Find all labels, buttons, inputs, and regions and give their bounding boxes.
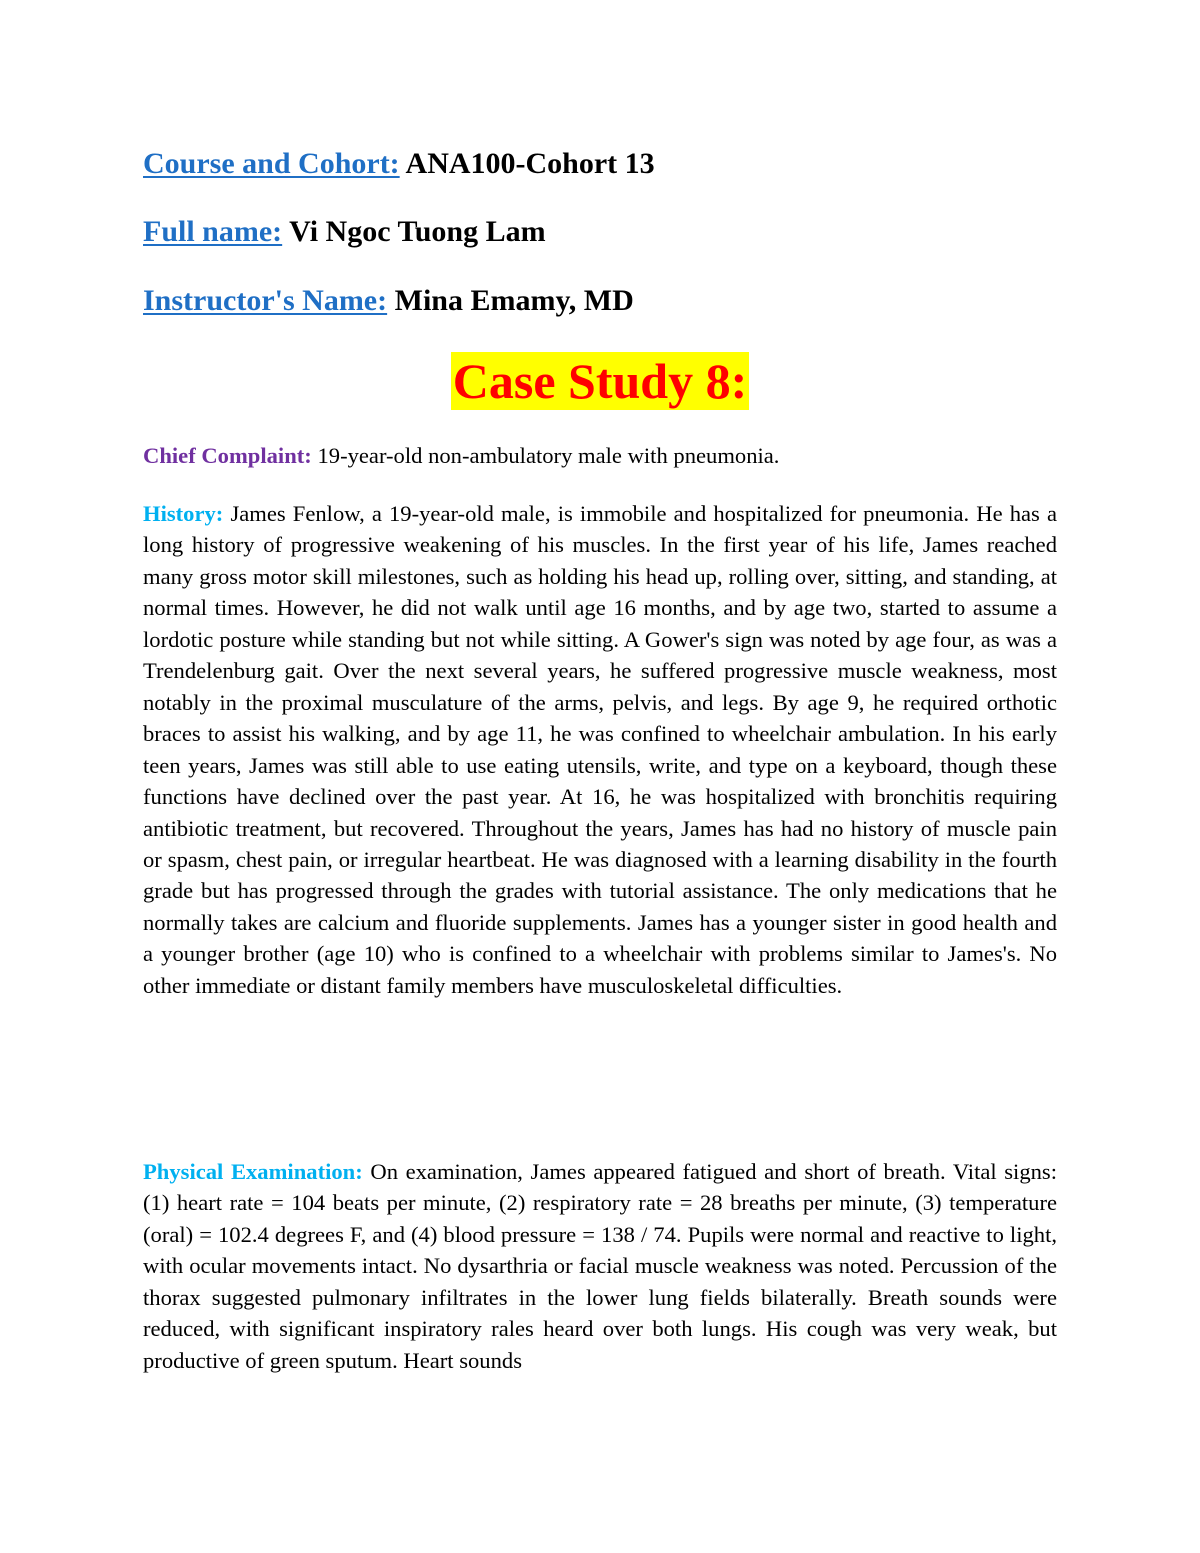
history-text: James Fenlow, a 19-year-old male, is immobile and hospitalized for pneumonia. He has a long history of progressive weakening of his muscles. In the first year of his life, James reached many gross motor skill milestones, such as holding his head up, rolling over, sitting, and standing, at normal times. However, he did not walk until age 16 months, and by age two, started to assume a lordotic posture while standing but not while sitting. A Gower's sign was noted by age four, as was a Trendelenburg gait. Over the next several years, he suffered progressive muscle weakness, most notably in the proximal musculature of the arms, pelvis, and legs. By age 9, he required orthotic braces to assist his walking, and by age 11, he was confined to wheelchair ambulation. In his early teen years, James was still able to use eating utensils, write, and type on a keyboard, though these functions have declined over the past year. At 16, he was hospitalized with bronchitis requiring antibiotic treatment, but recovered. Throughout the years, James has had no history of muscle pain or spasm, chest pain, or irregular heartbeat. He was diagnosed with a learning disability in the fourth grade but has progressed through the grades with tutorial assistance. The only medications that he normally takes are calcium and fluoride supplements. James has a younger sister in good health and a younger brother (age 10) who is confined to a wheelchair with problems similar to James's. No other immediate or distant family members have musculoskeletal difficulties.: [143, 501, 1057, 998]
physical-examination-section: [143, 1156, 1057, 1376]
course-cohort-line: [143, 146, 655, 182]
course-cohort-value: ANA100-Cohort 13: [405, 147, 655, 180]
course-cohort-label: Course and Cohort:: [143, 147, 400, 180]
physical-examination-text: On examination, James appeared fatigued and short of breath. Vital signs: (1) heart rate = 104 beats per minute, (2) respiratory rate = 28 breaths per minute, (3) temperature (oral) = 102.4 degrees F, and (4) blood pressure = 138 / 74. Pupils were normal and reactive to light, with ocular movements intact. No dysarthria or facial muscle weakness was noted. Percussion of the thorax suggested pulmonary infiltrates in the lower lung fields bilaterally. Breath sounds were reduced, with significant inspiratory rales heard over both lungs. His cough was very weak, but productive of green sputum. Heart sounds: [143, 1159, 1057, 1373]
full-name-line: [143, 214, 546, 250]
history-label: History:: [143, 501, 224, 526]
instructor-value: Mina Emamy, MD: [394, 284, 634, 317]
instructor-label: Instructor's Name:: [143, 284, 388, 317]
full-name-label: Full name:: [143, 215, 283, 248]
physical-examination-label: Physical Examination:: [143, 1159, 363, 1184]
history-section: [143, 498, 1057, 1001]
chief-complaint-label: Chief Complaint:: [143, 443, 312, 468]
full-name-value: Vi Ngoc Tuong Lam: [289, 215, 546, 248]
chief-complaint-text: 19-year-old non-ambulatory male with pneumonia.: [317, 443, 780, 468]
case-title-container: [0, 352, 1200, 410]
chief-complaint-section: [143, 440, 1057, 471]
case-study-title: Case Study 8:: [452, 353, 748, 409]
instructor-line: [143, 283, 634, 319]
